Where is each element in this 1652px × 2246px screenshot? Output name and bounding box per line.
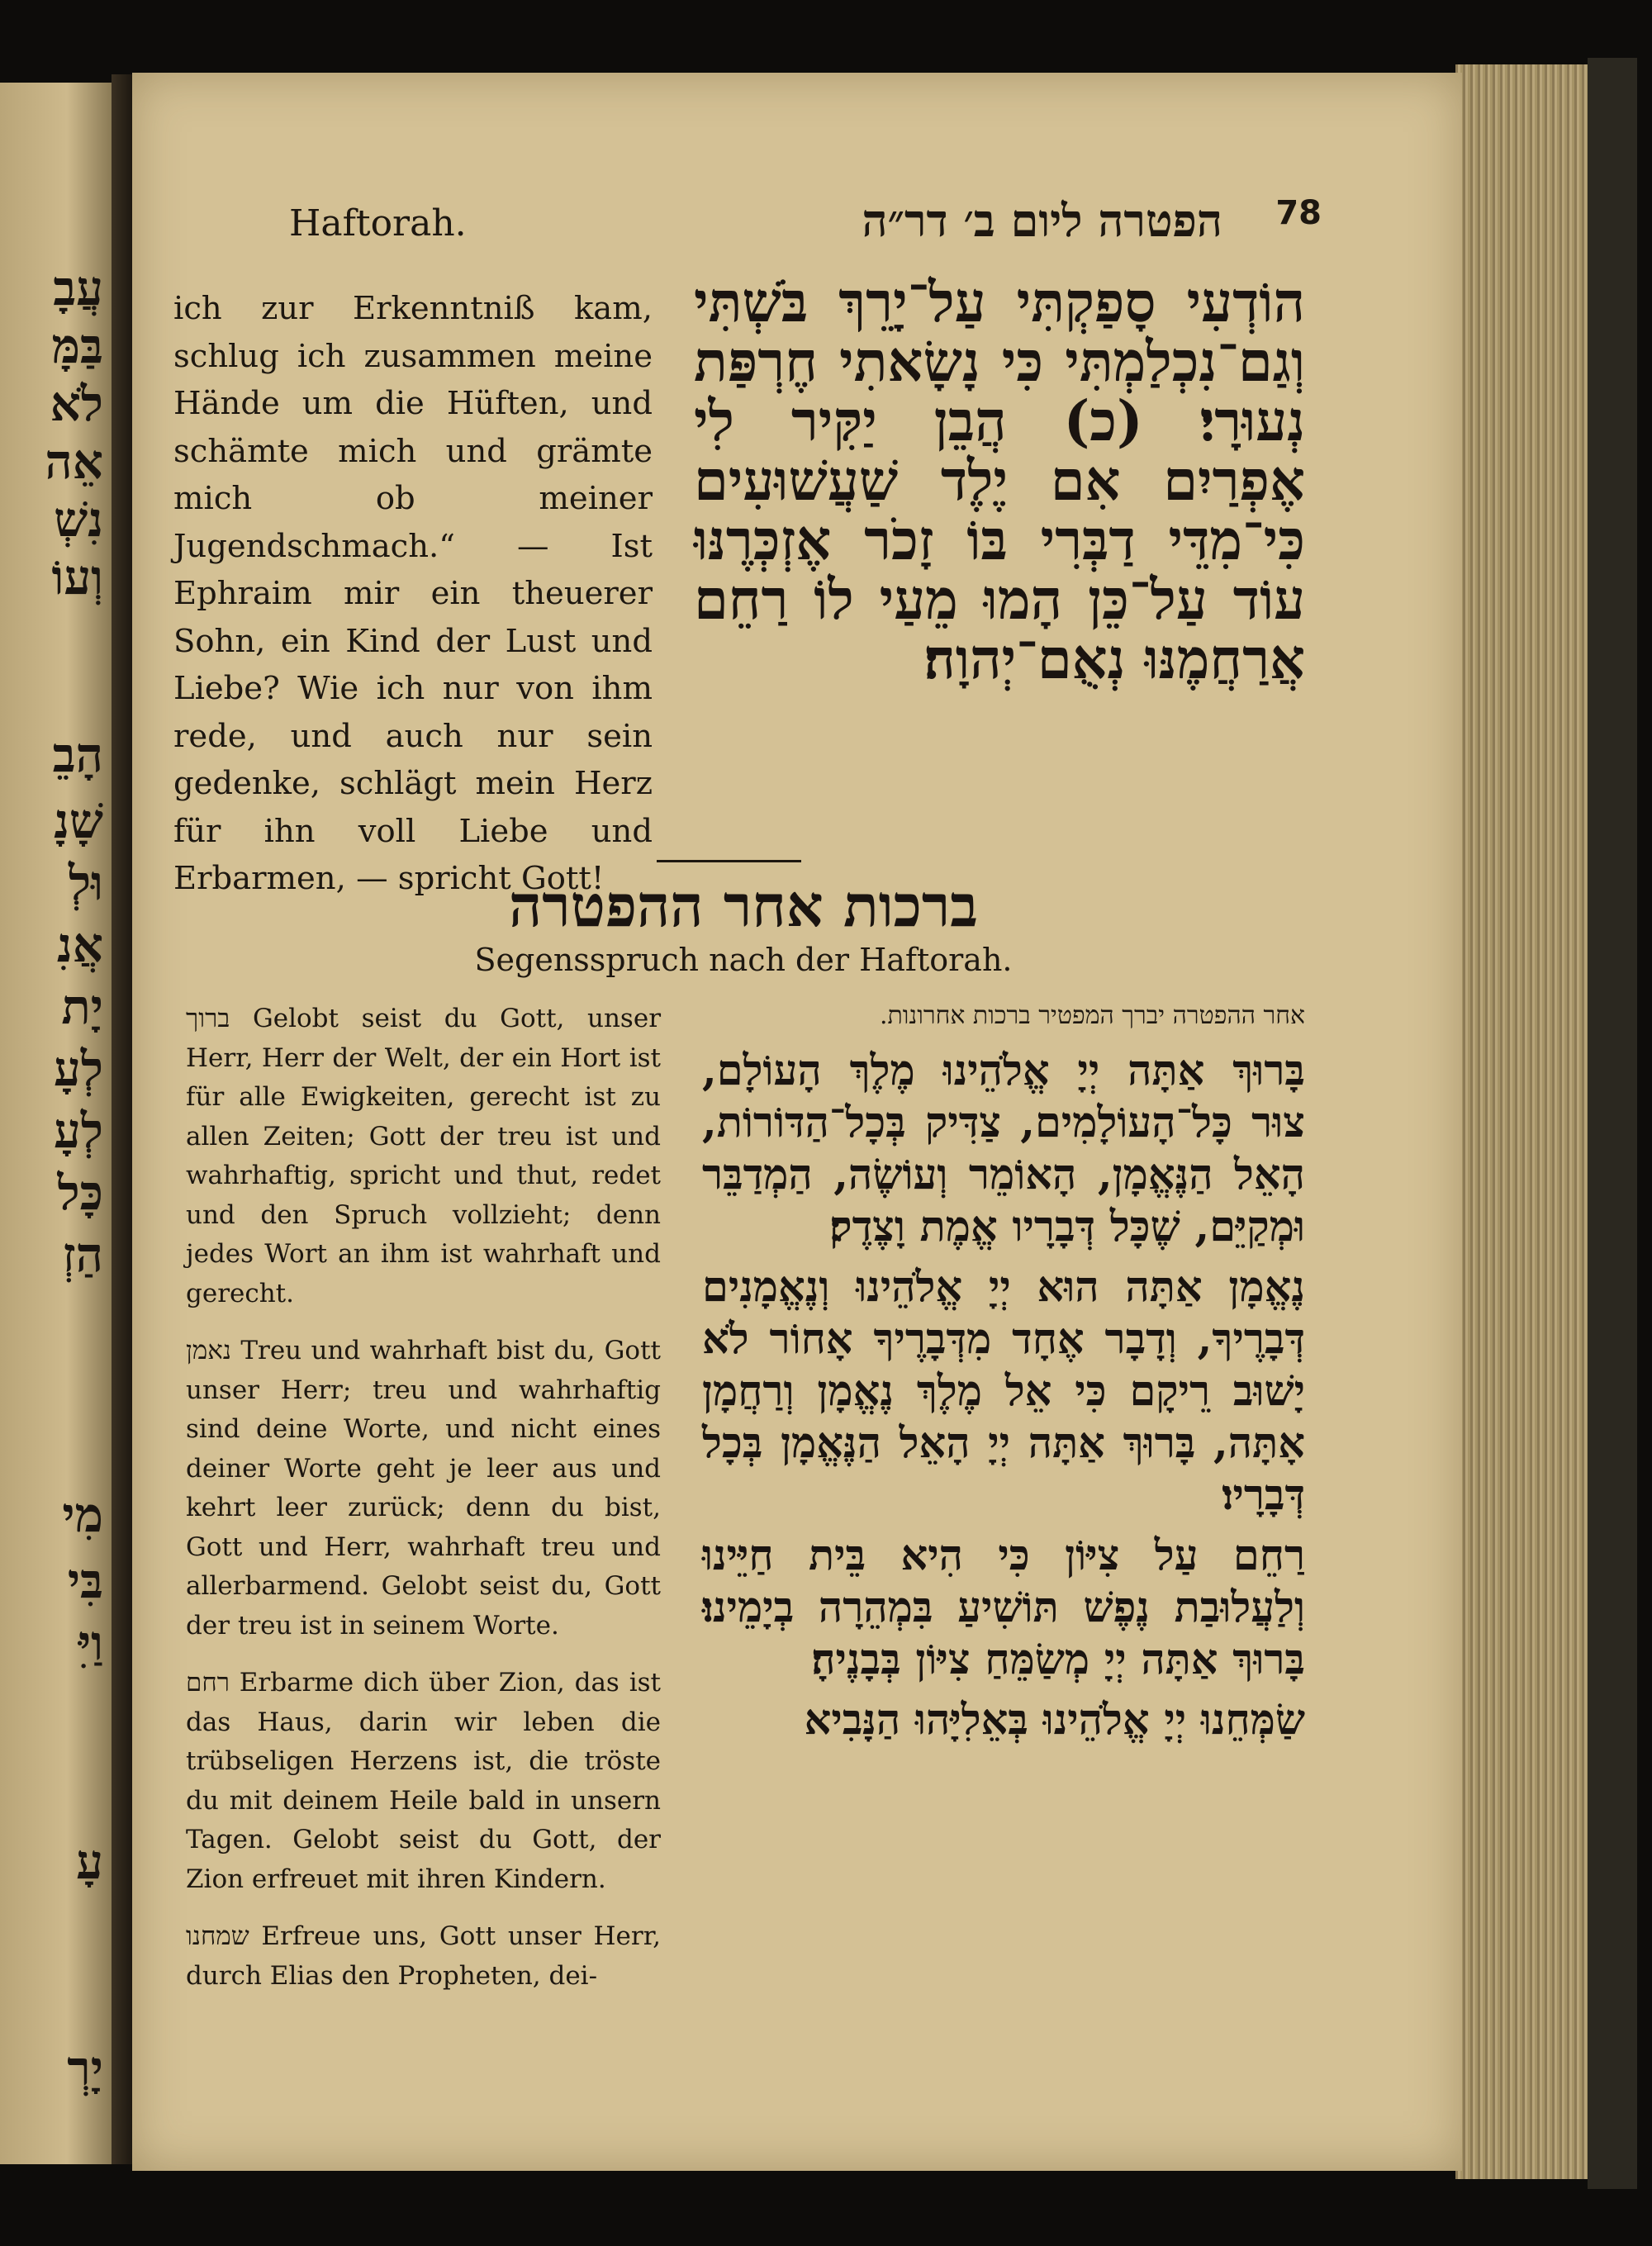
left-page-fragment: לֹא [50,376,103,432]
book-cover-edge [1588,58,1637,2189]
german-blessing-paragraph [186,1000,661,1313]
german-blessings-column [186,1000,661,2014]
left-page-edge [0,83,112,2164]
section-divider [657,860,801,862]
page-number: 78 [1275,194,1322,232]
hebrew-blessing-paragraph: בָּרוּךְ אַתָּה יְיָ אֱלֹהֵינוּ מֶלֶךְ הָעוֹלָם, צוּר כָּל־הָעוֹלָמִים, צַדִּיק בְּכָל־הַדּוֹרוֹת, הָאֵל הַנֶּאֱמָן, הָאוֹמֵר וְעוֹשֶׂה, הַמְדַבֵּר וּמְקַיֵּם, שֶׁכָּל דְּבָרָיו אֱמֶת וָצֶדֶק׃ [702,1046,1305,1251]
hebrew-blessing-paragraph: רַחֵם עַל צִיּוֹן כִּי הִיא בֵּית חַיֵּינוּ וְלַעֲלוּבַת נֶפֶשׁ תּוֹשִׁיעַ בִּמְהֵרָה בְיָמֵינוּ׃ בָּרוּךְ אַתָּה יְיָ מְשַׂמֵּחַ צִיּוֹן בְּבָנֶיהָ׃ [702,1531,1305,1684]
section-title-hebrew: ברכות אחר ההפטרה [509,871,978,940]
hebrew-catchword: ברוך [186,1004,230,1033]
german-blessing-paragraph [186,1917,661,1996]
german-running-title: Haftorah. [289,202,467,245]
german-blessing-text: Erbarme dich über Zion, das ist das Haus, darin wir leben die trübseligen Herzens ist, die tröste du mit deinem Heile bald in unsern Tagen. Gelobt seist du Gott, der Zion erfreuet mit ihren Kindern. [186,1668,661,1894]
hebrew-instruction: אחר ההפטרה יברך המפטיר ברכות אחרונות. [879,1001,1305,1030]
left-page-fragment: הָבֵ [52,727,103,783]
left-page-fragment: יָרְ [67,2040,103,2096]
german-blessing-text: Gelobt seist du Gott, unser Herr, Herr der Welt, der ein Hort ist für alle Ewigkeiten, gerecht ist zu allen Zeiten; Gott der treu ist und wahrhaftig, spricht und thut, redet und den Spruch vollzieht; denn jedes Wort an ihm ist wahrhaft und gerecht. [186,1004,662,1308]
german-blessing-paragraph [186,1332,661,1645]
left-page-fragment: וְעוֹ [51,549,103,605]
hebrew-catchword: שמחנו [186,1921,249,1951]
left-page-fragment: כָּל [57,1165,103,1221]
page-header [165,194,1322,268]
hebrew-blessing-paragraph: נֶאֱמָן אַתָּה הוּא יְיָ אֱלֹהֵינוּ וְנֶאֱמָנִים דְּבָרֶיךָ, וְדָבָר אֶחָד מִדְּבָרֶיךָ אָחוֹר לֹא יָשׁוּב רֵיקָם כִּי אֵל מֶלֶךְ נֶאֱמָן וְרַחֲמָן אָתָּה, בָּרוּךְ אַתָּה יְיָ הָאֵל הַנֶּאֱמָן בְּכָל דְּבָרָיו׃ [702,1262,1305,1520]
hebrew-blessings-column [702,1045,1305,1755]
left-page-fragment: עָ [76,1834,103,1890]
left-page-fragment: עֲבָ [53,260,103,316]
german-blessing-text: Treu und wahrhaft bist du, Gott unser Herr; treu und wahrhaftig sind deine Worte, und nicht eines deiner Worte geht je leer aus und kehrt leer zurück; denn du bist, Gott und Herr, wahrhaft treu und allerbarmend. Gelobt seist du, Gott der treu ist in seinem Worte. [186,1336,661,1641]
left-page-fragment: בַּמָּ [51,318,103,374]
page-stack-edge [1455,64,1593,2179]
left-page-fragment: וַיִּ [78,1615,103,1671]
left-page-fragment: אֵה [45,434,103,490]
left-page-fragment: לְעָ [54,1103,103,1159]
left-page-fragment: נִשְׁ [54,491,103,548]
german-translation-top: ich zur Erkenntniß kam, schlug ich zusammen meine Hände um die Hüften, und schämte mich und grämte mich ob meiner Jugendschmach.“ — Ist Ephraim mir ein theuerer Sohn, ein Kind der Lust und Liebe? Wie ich nur von ihm rede, und auch nur sein gedenke, schlägt mein Herz für ihn voll Liebe und Erbarmen, — spricht Gott! [173,290,653,897]
left-page-fragment: הַזְ [62,1227,103,1283]
hebrew-running-title: הפטרה ליום ב׳ דר״ה [862,194,1222,247]
hebrew-blessing-paragraph: שַׂמְּחֵנוּ יְיָ אֱלֹהֵינוּ בְּאֵלִיָּהוּ הַנָּבִיא [804,1695,1305,1745]
left-page-fragment: אֲנִ [56,917,103,973]
hebrew-catchword: נאמן [186,1336,231,1365]
hebrew-catchword: רחם [186,1668,230,1698]
hebrew-text-top: הוֹדְעִי סָפַקְתִּי עַל־יָרֵךְ בֹּשְׁתִּי וְגַם־נִכְלַמְתִּי כִּי נָשָׂאתִי חֶרְפַּת נְעוּרָי׃ (כ) הֲבֵן יַקִּיר לִי אֶפְרַיִם אִם יֶלֶד שַׁעֲשׁוּעִים כִּי־מִדֵּי דַבְּרִי בּוֹ זָכֹר אֶזְכְּרֶנּוּ עוֹד עַל־כֵּן הָמוּ מֵעַי לוֹ רַחֵם אֲרַחֲמֶנּוּ נְאֻם־יְהוָה׃ [694,269,1305,691]
left-page-fragment: יָת [61,979,103,1035]
section-title-german: Segensspruch nach der Haftorah. [474,942,1013,978]
left-page-fragment: לְעָ [54,1041,103,1097]
left-page-fragment: מִי [62,1487,103,1543]
left-page-fragment: בִּי [67,1553,103,1609]
left-page-fragment: שָׁנָ [54,793,103,849]
left-page-fragment: וּלְ [69,855,103,911]
german-blessing-text: Erfreue uns, Gott unser Herr, durch Elias den Propheten, dei- [186,1921,661,1991]
german-blessing-paragraph [186,1664,661,1899]
